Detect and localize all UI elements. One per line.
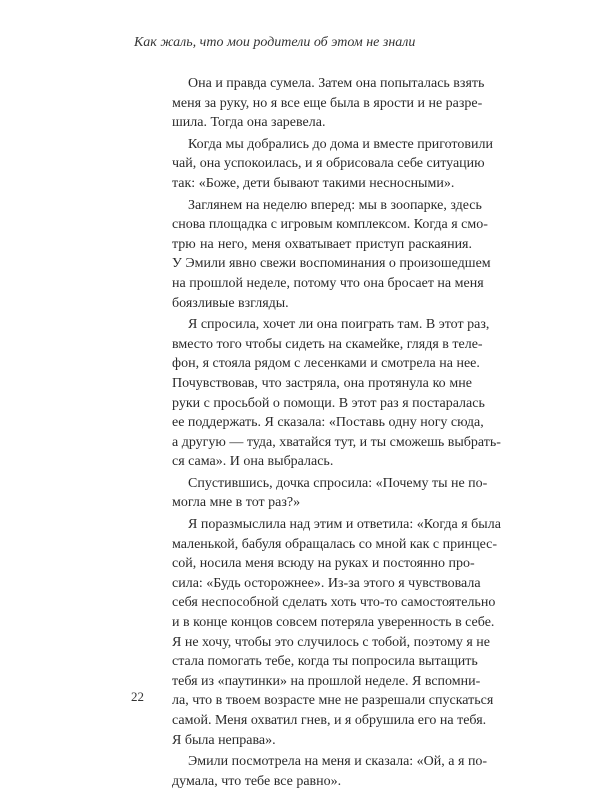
text-line: сила: «Будь осторожнее». Из-за этого я чувствовала [172, 575, 481, 591]
text-line: сой, носила меня всюду на руках и постоянно про- [172, 556, 475, 572]
text-line: боязливые взгляды. [172, 295, 289, 311]
text-line: тебя из «паутинки» на прошлой неделе. Я вспомни- [172, 673, 481, 689]
text-line: могла мне в тот раз?» [172, 495, 301, 511]
text-line: шила. Тогда она заревела. [172, 115, 326, 131]
text-line: Когда мы добрались до дома и вместе приготовили [188, 136, 493, 152]
text-line: ся сама». И она выбралась. [172, 454, 334, 470]
text-line: и в конце концов совсем потеряла уверенность в себе. [172, 615, 495, 631]
paragraph [172, 74, 485, 133]
body-text [172, 74, 501, 793]
text-line: а другую — туда, хватайся тут, и ты сможешь выбрать- [172, 434, 501, 450]
text-line: фон, я стояла рядом с лесенками и смотрела на нее. [172, 356, 480, 372]
text-line: Я не хочу, чтобы это случилось с тобой, поэтому я не [172, 634, 491, 650]
text-line: Я была неправа». [172, 732, 276, 748]
text-line: трю на него, меня охватывает приступ раскаяния. [172, 236, 472, 252]
text-line: Я поразмыслила над этим и ответила: «Когда я была [188, 517, 501, 533]
text-line: У Эмили явно свежи воспоминания о произошедшем [172, 256, 491, 272]
text-line: ла, что в твоем возрасте мне не разрешали спускаться [172, 693, 494, 709]
text-line: Почувствовав, что застряла, она протянула ко мне [172, 375, 472, 391]
paragraph [172, 196, 491, 314]
running-header: Как жаль, что мои родители об этом не знали [134, 35, 416, 50]
paragraph [172, 315, 501, 472]
text-line: меня за руку, но я все еще была в ярости и не разре- [172, 95, 483, 111]
paragraph [172, 474, 488, 513]
text-line: Спустившись, дочка спросила: «Почему ты не по- [188, 475, 488, 491]
text-line: Я спросила, хочет ли она поиграть там. В этот раз, [188, 317, 490, 333]
text-line: самой. Меня охватил гнев, и я обрушила его на тебя. [172, 713, 487, 728]
text-line: вместо того чтобы сидеть на скамейке, глядя в теле- [172, 336, 483, 352]
paragraph [172, 752, 488, 791]
text-line: стала помогать тебе, когда ты попросила вытащить [172, 654, 478, 670]
text-line: на прошлой неделе, потому что она бросает на меня [172, 275, 484, 291]
text-line: так: «Боже, дети бывают такими несносными». [172, 175, 455, 191]
paragraph [172, 135, 493, 194]
text-line: ее поддержать. Я сказала: «Поставь одну ногу сюда, [172, 415, 484, 431]
text-line: Заглянем на неделю вперед: мы в зоопарке, здесь [188, 197, 482, 213]
page-number: 22 [131, 689, 144, 704]
text-line: себя неспособной сделать хоть что-то самостоятельно [172, 595, 496, 611]
text-line: думала, что тебе все равно». [172, 773, 342, 789]
text-line: Эмили посмотрела на меня и сказала: «Ой, а я по- [188, 754, 488, 770]
paragraph [172, 515, 501, 750]
text-line: руки с просьбой о помощи. В этот раз я постаралась [172, 395, 485, 411]
text-line: чай, она успокоилась, и я обрисовала себе ситуацию [172, 156, 485, 172]
text-line: маленькой, бабуля обращалась со мной как с принцес- [172, 536, 498, 552]
text-line: Она и правда сумела. Затем она попыталась взять [188, 76, 485, 91]
text-line: снова площадка с игровым комплексом. Когда я смо- [172, 217, 488, 233]
